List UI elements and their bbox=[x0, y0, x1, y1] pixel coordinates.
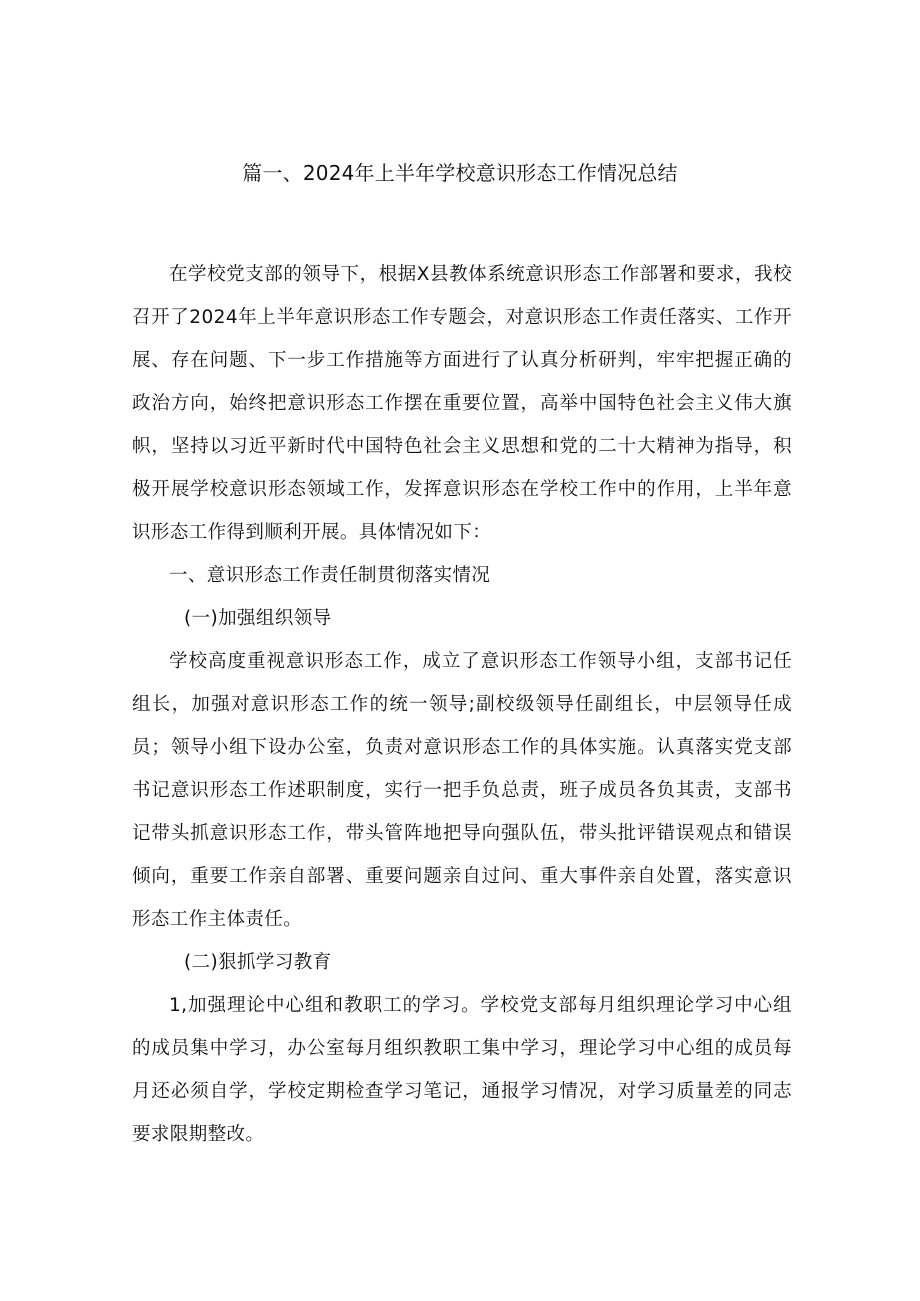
subsection-1-paragraph: 学校高度重视意识形态工作，成立了意识形态工作领导小组，支部书记任组长，加强对意识形态工作的统一领导;副校级领导任副组长，中层领导任成员；领导小组下设办公室，负责对意识形态工作的具体实施。认真落实党支部书记意识形态工作述职制度，实行一把手负总责，班子成员各负其责，支部书记带头抓意识形态工作，带头管阵地把导向强队伍，带头批评错误观点和错误倾向，重要工作亲自部署、重要问题亲自过问、重大事件亲自处置，落实意识形态工作主体责任。 bbox=[132, 651, 792, 930]
document-title: 篇一、2024年上半年学校意识形态工作情况总结 bbox=[242, 161, 678, 185]
subsection-heading-2: (二)狠抓学习教育 bbox=[184, 952, 332, 973]
intro-paragraph: 在学校党支部的领导下，根据X县教体系统意识形态工作部署和要求，我校召开了2024年上半年意识形态工作专题会，对意识形态工作责任落实、工作开展、存在问题、下一步工作措施等方面进行了认真分析研判，牢牢把握正确的政治方向，始终把意识形态工作摆在重要位置，高举中国特色社会主义伟大旗帜，坚持以习近平新时代中国特色社会主义思想和党的二十大精神为指导，积极开展学校意识形态领域工作，发挥意识形态在学校工作中的作用，上半年意识形态工作得到顺利开展。具体情况如下： bbox=[132, 264, 792, 543]
subsection-heading-1: (一)加强组织领导 bbox=[184, 608, 332, 629]
document-body bbox=[132, 253, 792, 1156]
subsection-2-item-1: 1,加强理论中心组和教职工的学习。学校党支部每月组织理论学习中心组的成员集中学习，办公室每月组织教职工集中学习，理论学习中心组的成员每月还必须自学，学校定期检查学习笔记，通报学习情况，对学习质量差的同志要求限期整改。 bbox=[132, 995, 792, 1145]
section-heading-1: 一、意识形态工作责任制贯彻落实情况 bbox=[169, 565, 491, 586]
